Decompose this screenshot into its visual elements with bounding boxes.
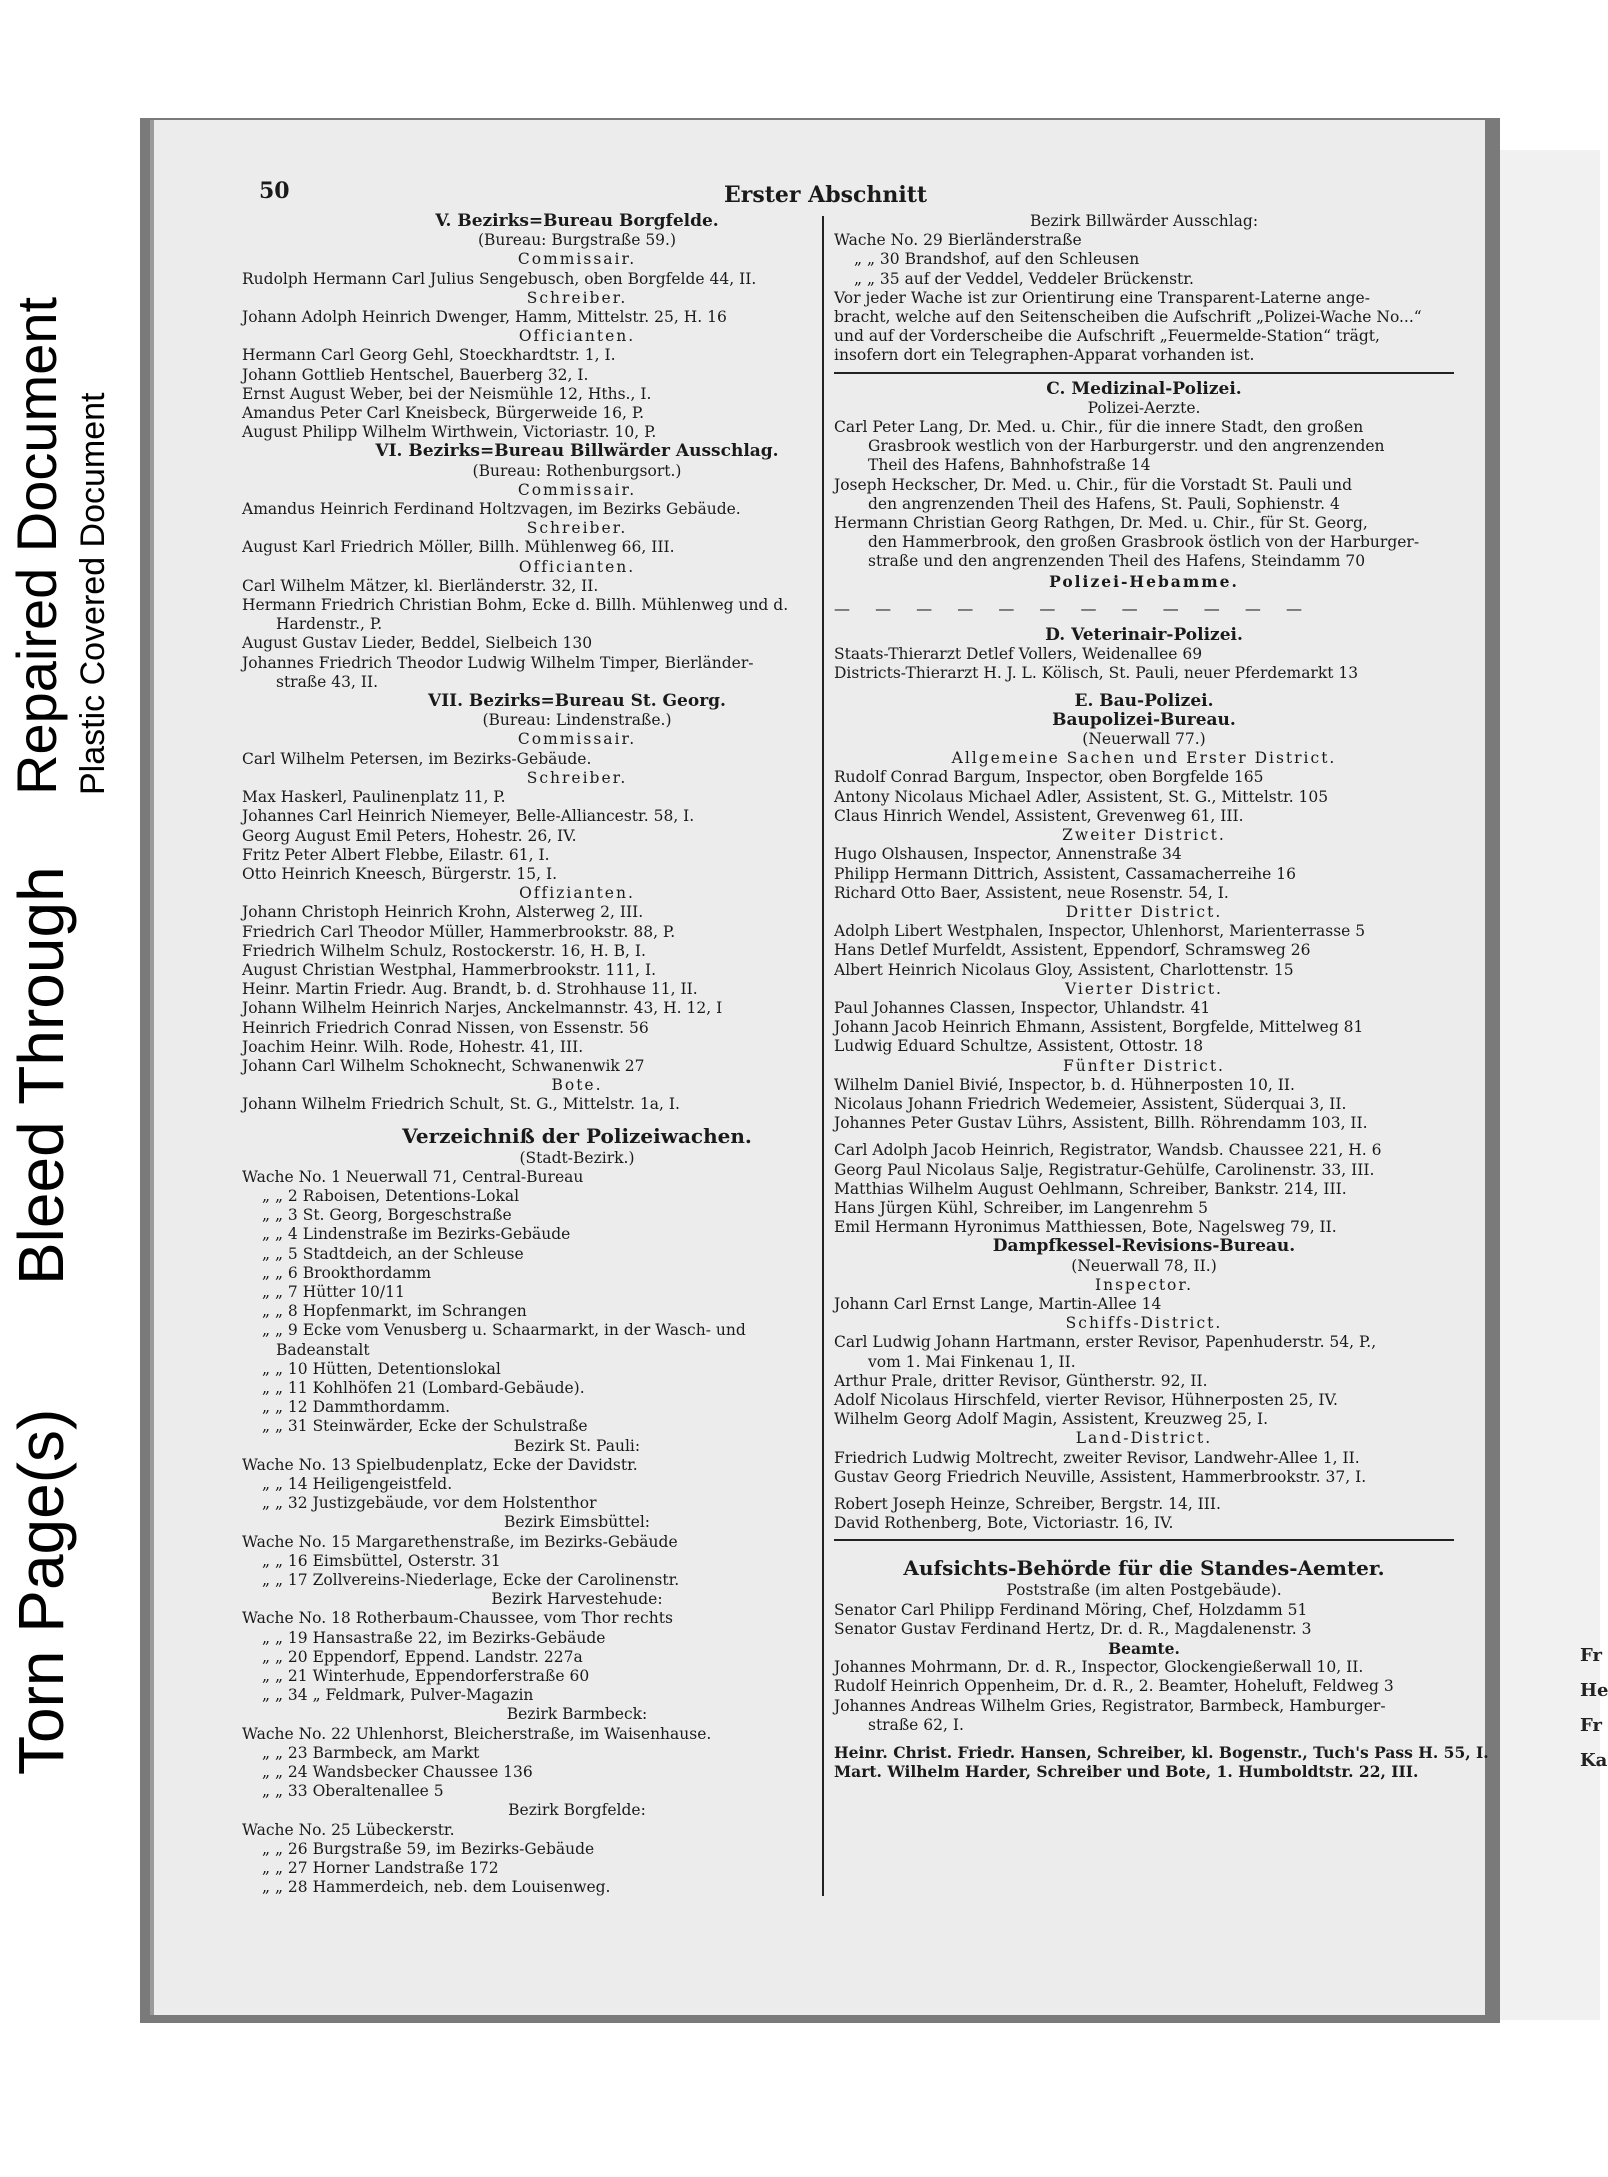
text-line: (Bureau: Lindenstraße.) bbox=[482, 711, 672, 730]
text-line: (Bureau: Burgstraße 59.) bbox=[477, 231, 677, 250]
text-line: Badeanstalt bbox=[276, 1340, 370, 1359]
text-line: Johannes Peter Gustav Lührs, Assistent, Billh. Röhrendamm 103, II. bbox=[834, 1114, 1368, 1133]
text-line: Hans Detlef Murfeldt, Assistent, Eppendorf, Schramsweg 26 bbox=[834, 941, 1311, 960]
text-line: Wache No. 29 Bierländerstraße bbox=[834, 231, 1082, 250]
text-line: Joseph Heckscher, Dr. Med. u. Chir., für die Vorstadt St. Pauli und bbox=[834, 475, 1352, 494]
torn-pages-label: Torn Page(s) bbox=[5, 1408, 77, 1775]
plastic-covered-label: Plastic Covered Document bbox=[74, 392, 112, 795]
text-line: Johann Wilhelm Heinrich Narjes, Anckelmannstr. 43, H. 12, I bbox=[242, 999, 723, 1018]
text-line: Adolph Libert Westphalen, Inspector, Uhlenhorst, Marienterrasse 5 bbox=[834, 922, 1366, 941]
adjacent-page-fragment: He bbox=[1580, 1680, 1608, 1701]
text-line: Bezirk Borgfelde: bbox=[508, 1801, 646, 1820]
text-line: „ „ 4 Lindenstraße im Bezirks-Gebäude bbox=[262, 1225, 571, 1244]
running-head: Erster Abschnitt bbox=[724, 182, 928, 208]
text-line: (Bureau: Rothenburgsort.) bbox=[472, 461, 682, 480]
text-line: „ „ 31 Steinwärder, Ecke der Schulstraße bbox=[262, 1417, 588, 1436]
text-line: Ludwig Eduard Schultze, Assistent, Ottostr. 18 bbox=[834, 1037, 1204, 1056]
text-line: Richard Otto Baer, Assistent, neue Rosenstr. 54, I. bbox=[834, 883, 1229, 902]
line-gap bbox=[242, 1115, 912, 1123]
text-line: „ „ 35 auf der Veddel, Veddeler Brückenstr. bbox=[854, 269, 1194, 288]
line-gap bbox=[834, 591, 1454, 599]
text-line: Arthur Prale, dritter Revisor, Güntherstr. 92, II. bbox=[834, 1371, 1208, 1390]
text-line: Johannes Friedrich Theodor Ludwig Wilhelm Timper, Bierländer- bbox=[242, 653, 754, 672]
text-line: „ „ 6 Brookthordamm bbox=[262, 1263, 432, 1282]
subsection-heading: Bote. bbox=[551, 1076, 603, 1095]
section-heading: E. Bau-Polizei. bbox=[1074, 690, 1214, 711]
subsection-heading: Schreiber. bbox=[526, 519, 628, 538]
text-line: Bezirk St. Pauli: bbox=[513, 1436, 641, 1455]
text-line: vom 1. Mai Finkenau 1, II. bbox=[868, 1352, 1076, 1371]
section-rule bbox=[834, 1539, 1454, 1541]
text-line: straße 43, II. bbox=[276, 672, 379, 691]
subsection-heading: Fünfter District. bbox=[1063, 1056, 1225, 1075]
text-line: Bezirk Billwärder Ausschlag: bbox=[1029, 212, 1259, 230]
text-line: Johann Christoph Heinrich Krohn, Alsterweg 2, III. bbox=[242, 903, 644, 922]
text-line: bracht, welche auf den Seitenscheiben die Aufschrift „Polizei-Wache No...“ bbox=[834, 308, 1422, 327]
text-line: Carl Peter Lang, Dr. Med. u. Chir., für die innere Stadt, den großen bbox=[834, 418, 1364, 437]
text-line: Johann Gottlieb Hentschel, Bauerberg 32, I. bbox=[242, 365, 589, 384]
text-line: „ „ 2 Raboisen, Detentions-Lokal bbox=[262, 1186, 520, 1205]
text-line: Claus Hinrich Wendel, Assistent, Grevenweg 61, III. bbox=[834, 806, 1244, 825]
text-line: Heinr. Christ. Friedr. Hansen, Schreiber, kl. Bogenstr., Tuch's Pass H. 55, I. bbox=[834, 1743, 1489, 1763]
text-line: Amandus Heinrich Ferdinand Holtzvagen, im Bezirks Gebäude. bbox=[242, 500, 741, 519]
text-line: Mart. Wilhelm Harder, Schreiber und Bote, 1. Humboldtstr. 22, III. bbox=[834, 1762, 1419, 1782]
text-line: Georg August Emil Peters, Hohestr. 26, IV. bbox=[242, 826, 577, 845]
text-line: Bezirk Eimsbüttel: bbox=[503, 1513, 651, 1532]
subsection-heading: Commissair. bbox=[517, 730, 637, 749]
text-line: Johann Carl Ernst Lange, Martin-Allee 14 bbox=[834, 1294, 1162, 1313]
text-line: „ „ 23 Barmbeck, am Markt bbox=[262, 1743, 480, 1762]
bleed-through-label: Bleed Through bbox=[5, 866, 77, 1285]
text-line: Wache No. 22 Uhlenhorst, Bleicherstraße, im Waisenhause. bbox=[242, 1724, 712, 1743]
text-line: August Karl Friedrich Möller, Billh. Mühlenweg 66, III. bbox=[242, 538, 675, 557]
section-heading: Baupolizei-Bureau. bbox=[1052, 709, 1236, 730]
text-line: „ „ 5 Stadtdeich, an der Schleuse bbox=[262, 1244, 524, 1263]
text-line: Gustav Georg Friedrich Neuville, Assistent, Hammerbrookstr. 37, I. bbox=[834, 1467, 1367, 1486]
text-line: und auf der Vorderscheibe die Aufschrift „Feuermelde-Station“ trägt, bbox=[834, 327, 1380, 346]
text-line: David Rothenberg, Bote, Victoriastr. 16, IV. bbox=[834, 1514, 1174, 1533]
text-line: Johannes Carl Heinrich Niemeyer, Belle-Alliancestr. 58, I. bbox=[242, 807, 695, 826]
text-line: Johann Jacob Heinrich Ehmann, Assistent, Borgfelde, Mittelweg 81 bbox=[834, 1018, 1364, 1037]
text-line: Wache No. 18 Rotherbaum-Chaussee, vom Thor rechts bbox=[242, 1609, 673, 1628]
text-line: Staats-Thierarzt Detlef Vollers, Weidenallee 69 bbox=[834, 645, 1203, 664]
text-line: Emil Hermann Hyronimus Matthiessen, Bote, Nagelsweg 79, II. bbox=[834, 1218, 1337, 1237]
text-line: Wache No. 13 Spielbudenplatz, Ecke der Davidstr. bbox=[242, 1455, 638, 1474]
text-line: Joachim Heinr. Wilh. Rode, Hohestr. 41, III. bbox=[242, 1037, 584, 1056]
text-line: Polizei-Aerzte. bbox=[1087, 398, 1201, 417]
subsection-heading: Schiffs-District. bbox=[1065, 1314, 1223, 1333]
text-line: „ „ 27 Horner Landstraße 172 bbox=[262, 1859, 499, 1878]
subsection-heading: Offizianten. bbox=[519, 884, 635, 903]
text-line: insofern dort ein Telegraphen-Apparat vorhanden ist. bbox=[834, 346, 1255, 365]
text-line: Wilhelm Georg Adolf Magin, Assistent, Kreuzweg 25, I. bbox=[834, 1410, 1269, 1429]
text-line: „ „ 30 Brandshof, auf den Schleusen bbox=[854, 250, 1140, 269]
subsection-heading: Commissair. bbox=[517, 480, 637, 499]
text-line: „ „ 19 Hansastraße 22, im Bezirks-Gebäude bbox=[262, 1628, 606, 1647]
line-gap bbox=[834, 1133, 1454, 1141]
section-rule bbox=[834, 372, 1454, 374]
text-line: straße und den angrenzenden Theil des Hafens, Steindamm 70 bbox=[868, 552, 1366, 571]
text-line: „ „ 28 Hammerdeich, neb. dem Louisenweg. bbox=[262, 1878, 611, 1897]
subsection-heading: Vierter District. bbox=[1065, 979, 1223, 998]
text-line: Johann Carl Wilhelm Schoknecht, Schwanenwik 27 bbox=[242, 1056, 645, 1075]
text-line: Wilhelm Daniel Bivié, Inspector, b. d. Hühnerposten 10, II. bbox=[834, 1075, 1295, 1094]
subsection-heading: Dritter District. bbox=[1065, 902, 1223, 921]
text-line: Albert Heinrich Nicolaus Gloy, Assistent, Charlottenstr. 15 bbox=[834, 960, 1294, 979]
text-line: August Gustav Lieder, Beddel, Sielbeich 130 bbox=[242, 634, 593, 653]
line-gap bbox=[834, 1547, 1454, 1555]
text-line: Fritz Peter Albert Flebbe, Eilastr. 61, I. bbox=[242, 845, 550, 864]
section-heading: V. Bezirks=Bureau Borgfelde. bbox=[435, 211, 719, 231]
left-column bbox=[242, 212, 912, 1897]
text-line: den Hammerbrook, den großen Grasbrook östlich von der Harburger- bbox=[868, 533, 1420, 552]
text-line: Wache No. 25 Lübeckerstr. bbox=[242, 1820, 455, 1839]
text-line: Carl Adolph Jacob Heinrich, Registrator, Wandsb. Chaussee 221, H. 6 bbox=[834, 1141, 1382, 1160]
text-line: Heinrich Friedrich Conrad Nissen, von Essenstr. 56 bbox=[242, 1018, 649, 1037]
text-line: Friedrich Ludwig Moltrecht, zweiter Revisor, Landwehr-Allee 1, II. bbox=[834, 1448, 1360, 1467]
text-line: „ „ 34 „ Feldmark, Pulver-Magazin bbox=[262, 1686, 534, 1705]
text-line: (Stadt-Bezirk.) bbox=[519, 1148, 635, 1167]
text-line: Friedrich Wilhelm Schulz, Rostockerstr. 16, H. B, I. bbox=[242, 941, 646, 960]
document-page bbox=[150, 120, 1489, 2015]
text-line: Johannes Andreas Wilhelm Gries, Registrator, Barmbeck, Hamburger- bbox=[834, 1696, 1386, 1715]
subsection-heading: Schreiber. bbox=[526, 768, 628, 787]
text-line: „ „ 11 Kohlhöfen 21 (Lombard-Gebäude). bbox=[262, 1378, 585, 1397]
text-line: Johann Adolph Heinrich Dwenger, Hamm, Mittelstr. 25, H. 16 bbox=[242, 308, 727, 327]
section-heading: Aufsichts-Behörde für die Standes-Aemter. bbox=[903, 1556, 1385, 1581]
text-line: Bezirk Harvestehude: bbox=[491, 1590, 663, 1609]
subsection-heading: Polizei-Hebamme. bbox=[1049, 571, 1239, 591]
adjacent-page-fragment: Fr bbox=[1580, 1715, 1602, 1736]
text-line: straße 62, I. bbox=[868, 1715, 964, 1734]
text-line: Grasbrook westlich von der Harburgerstr. und den angrenzenden bbox=[868, 437, 1385, 456]
text-line: Hermann Christian Georg Rathgen, Dr. Med. u. Chir., für St. Georg, bbox=[834, 514, 1368, 533]
right-column bbox=[834, 212, 1489, 1782]
subsection-heading: Land-District. bbox=[1075, 1429, 1213, 1448]
text-line: Rudolf Heinrich Oppenheim, Dr. d. R., 2. Beamter, Hoheluft, Feldweg 3 bbox=[834, 1677, 1394, 1696]
page-number: 50 bbox=[259, 178, 290, 204]
text-line: „ „ 17 Zollvereins-Niederlage, Ecke der Carolinenstr. bbox=[262, 1571, 680, 1590]
adjacent-page-fragment: Ka bbox=[1580, 1750, 1608, 1771]
section-heading: Dampfkessel-Revisions-Bureau. bbox=[992, 1236, 1296, 1257]
text-line: „ „ 24 Wandsbecker Chaussee 136 bbox=[262, 1763, 533, 1782]
section-heading: Verzeichniß der Polizeiwachen. bbox=[402, 1123, 752, 1148]
text-line: Philipp Hermann Dittrich, Assistent, Cassamacherreihe 16 bbox=[834, 864, 1296, 883]
text-line: Georg Paul Nicolaus Salje, Registratur-Gehülfe, Carolinenstr. 33, III. bbox=[834, 1160, 1375, 1179]
text-line: Rudolf Conrad Bargum, Inspector, oben Borgfelde 165 bbox=[834, 768, 1264, 787]
text-line: Rudolph Hermann Carl Julius Sengebusch, oben Borgfelde 44, II. bbox=[242, 269, 757, 288]
text-line: Ernst August Weber, bei der Neismühle 12, Hths., I. bbox=[242, 384, 652, 403]
text-line: Antony Nicolaus Michael Adler, Assistent, St. G., Mittelstr. 105 bbox=[834, 787, 1329, 806]
subsection-heading: Commissair. bbox=[517, 250, 637, 269]
text-line: Carl Wilhelm Petersen, im Bezirks-Gebäude. bbox=[242, 749, 592, 768]
subsection-heading: Zweiter District. bbox=[1062, 826, 1226, 845]
text-line: Wache No. 15 Margarethenstraße, im Bezirks-Gebäude bbox=[242, 1532, 678, 1551]
text-line: „ „ 10 Hütten, Detentionslokal bbox=[262, 1359, 501, 1378]
text-line: „ „ 21 Winterhude, Eppendorferstraße 60 bbox=[262, 1667, 590, 1686]
subsection-heading: Schreiber. bbox=[526, 288, 628, 307]
text-line: „ „ 16 Eimsbüttel, Osterstr. 31 bbox=[262, 1551, 501, 1570]
section-heading: C. Medizinal-Polizei. bbox=[1046, 378, 1242, 399]
text-line: Johann Wilhelm Friedrich Schult, St. G., Mittelstr. 1a, I. bbox=[242, 1095, 680, 1114]
text-line: Districts-Thierarzt H. J. L. Kölisch, St. Pauli, neuer Pferdemarkt 13 bbox=[834, 664, 1359, 683]
section-heading: VI. Bezirks=Bureau Billwärder Ausschlag. bbox=[375, 441, 779, 462]
text-line: August Philipp Wilhelm Wirthwein, Victoriastr. 10, P. bbox=[242, 423, 657, 442]
subsection-heading: Allgemeine Sachen und Erster District. bbox=[951, 749, 1337, 768]
text-line: Paul Johannes Classen, Inspector, Uhlandstr. 41 bbox=[834, 998, 1211, 1017]
text-line: Hermann Carl Georg Gehl, Stoeckhardtstr. 1, I. bbox=[242, 346, 616, 365]
text-line: „ „ 3 St. Georg, Borgeschstraße bbox=[262, 1206, 512, 1225]
text-line: Amandus Peter Carl Kneisbeck, Bürgerweide 16, P. bbox=[242, 404, 645, 423]
section-heading: VII. Bezirks=Bureau St. Georg. bbox=[428, 691, 726, 712]
text-line: Hugo Olshausen, Inspector, Annenstraße 34 bbox=[834, 845, 1182, 864]
text-line: Senator Carl Philipp Ferdinand Möring, Chef, Holzdamm 51 bbox=[834, 1600, 1308, 1619]
text-line: Max Haskerl, Paulinenplatz 11, P. bbox=[242, 788, 506, 807]
subsection-heading: Officianten. bbox=[518, 557, 636, 576]
text-line: Senator Gustav Ferdinand Hertz, Dr. d. R., Magdalenenstr. 3 bbox=[834, 1619, 1312, 1638]
section-heading: — — — — — — — — — — — — bbox=[834, 598, 1312, 618]
text-line: Johannes Mohrmann, Dr. d. R., Inspector, Glockengießerwall 10, II. bbox=[834, 1658, 1364, 1677]
text-line: Heinr. Martin Friedr. Aug. Brandt, b. d. Strohhause 11, II. bbox=[242, 980, 698, 999]
text-line: „ „ 26 Burgstraße 59, im Bezirks-Gebäude bbox=[262, 1839, 595, 1858]
adjacent-page-fragment: Fr bbox=[1580, 1645, 1602, 1666]
text-line: August Christian Westphal, Hammerbrookstr. 111, I. bbox=[242, 960, 657, 979]
section-heading: D. Veterinair-Polizei. bbox=[1045, 625, 1243, 646]
subsection-heading: Inspector. bbox=[1094, 1275, 1194, 1294]
text-line: Wache No. 1 Neuerwall 71, Central-Bureau bbox=[242, 1167, 584, 1186]
text-line: Carl Ludwig Johann Hartmann, erster Revisor, Papenhuderstr. 54, P., bbox=[834, 1333, 1377, 1352]
text-line: (Neuerwall 78, II.) bbox=[1071, 1256, 1217, 1275]
text-line: „ „ 14 Heiligengeistfeld. bbox=[262, 1475, 453, 1493]
line-gap bbox=[834, 1735, 1454, 1743]
text-line: Bezirk Barmbeck: bbox=[506, 1705, 648, 1724]
text-line: Friedrich Carl Theodor Müller, Hammerbrookstr. 88, P. bbox=[242, 922, 676, 941]
text-line: Matthias Wilhelm August Oehlmann, Schreiber, Bankstr. 214, III. bbox=[834, 1179, 1347, 1198]
text-line: „ „ 7 Hütter 10/11 bbox=[262, 1282, 405, 1301]
text-line: Theil des Hafens, Bahnhofstraße 14 bbox=[868, 456, 1151, 475]
text-line: „ „ 32 Justizgebäude, vor dem Holstenthor bbox=[262, 1494, 597, 1513]
text-line: „ „ 9 Ecke vom Venusberg u. Schaarmarkt, in der Wasch- und bbox=[262, 1321, 746, 1340]
text-line: „ „ 33 Oberaltenallee 5 bbox=[262, 1782, 444, 1801]
text-line: Vor jeder Wache ist zur Orientirung eine Transparent-Laterne ange- bbox=[834, 288, 1370, 307]
text-line: Adolf Nicolaus Hirschfeld, vierter Revisor, Hühnerposten 25, IV. bbox=[834, 1390, 1338, 1409]
text-line: „ „ 12 Dammthordamm. bbox=[262, 1398, 451, 1417]
text-line: Beamte. bbox=[1108, 1639, 1180, 1659]
subsection-heading: Officianten. bbox=[518, 327, 636, 346]
text-line: Poststraße (im alten Postgebäude). bbox=[1006, 1581, 1282, 1600]
adjacent-page-edge bbox=[1492, 150, 1600, 2020]
text-line: Robert Joseph Heinze, Schreiber, Bergstr. 14, III. bbox=[834, 1495, 1221, 1513]
repaired-document-label: Repaired Document bbox=[5, 296, 68, 795]
text-line: Hardenstr., P. bbox=[276, 615, 383, 634]
text-line: „ „ 20 Eppendorf, Eppend. Landstr. 227a bbox=[262, 1647, 583, 1666]
text-line: Carl Wilhelm Mätzer, kl. Bierländerstr. 32, II. bbox=[242, 576, 599, 595]
text-line: „ „ 8 Hopfenmarkt, im Schrangen bbox=[262, 1302, 527, 1321]
text-line: Hans Jürgen Kühl, Schreiber, im Langenrehm 5 bbox=[834, 1198, 1208, 1217]
text-line: Hermann Friedrich Christian Bohm, Ecke d. Billh. Mühlenweg und d. bbox=[242, 596, 789, 615]
text-line: (Neuerwall 77.) bbox=[1082, 730, 1206, 749]
text-line: Nicolaus Johann Friedrich Wedemeier, Assistent, Süderquai 3, II. bbox=[834, 1094, 1347, 1113]
line-gap bbox=[834, 1487, 1454, 1495]
text-line: Otto Heinrich Kneesch, Bürgerstr. 15, I. bbox=[242, 864, 558, 883]
text-line: den angrenzenden Theil des Hafens, St. Pauli, Sophienstr. 4 bbox=[868, 494, 1340, 513]
